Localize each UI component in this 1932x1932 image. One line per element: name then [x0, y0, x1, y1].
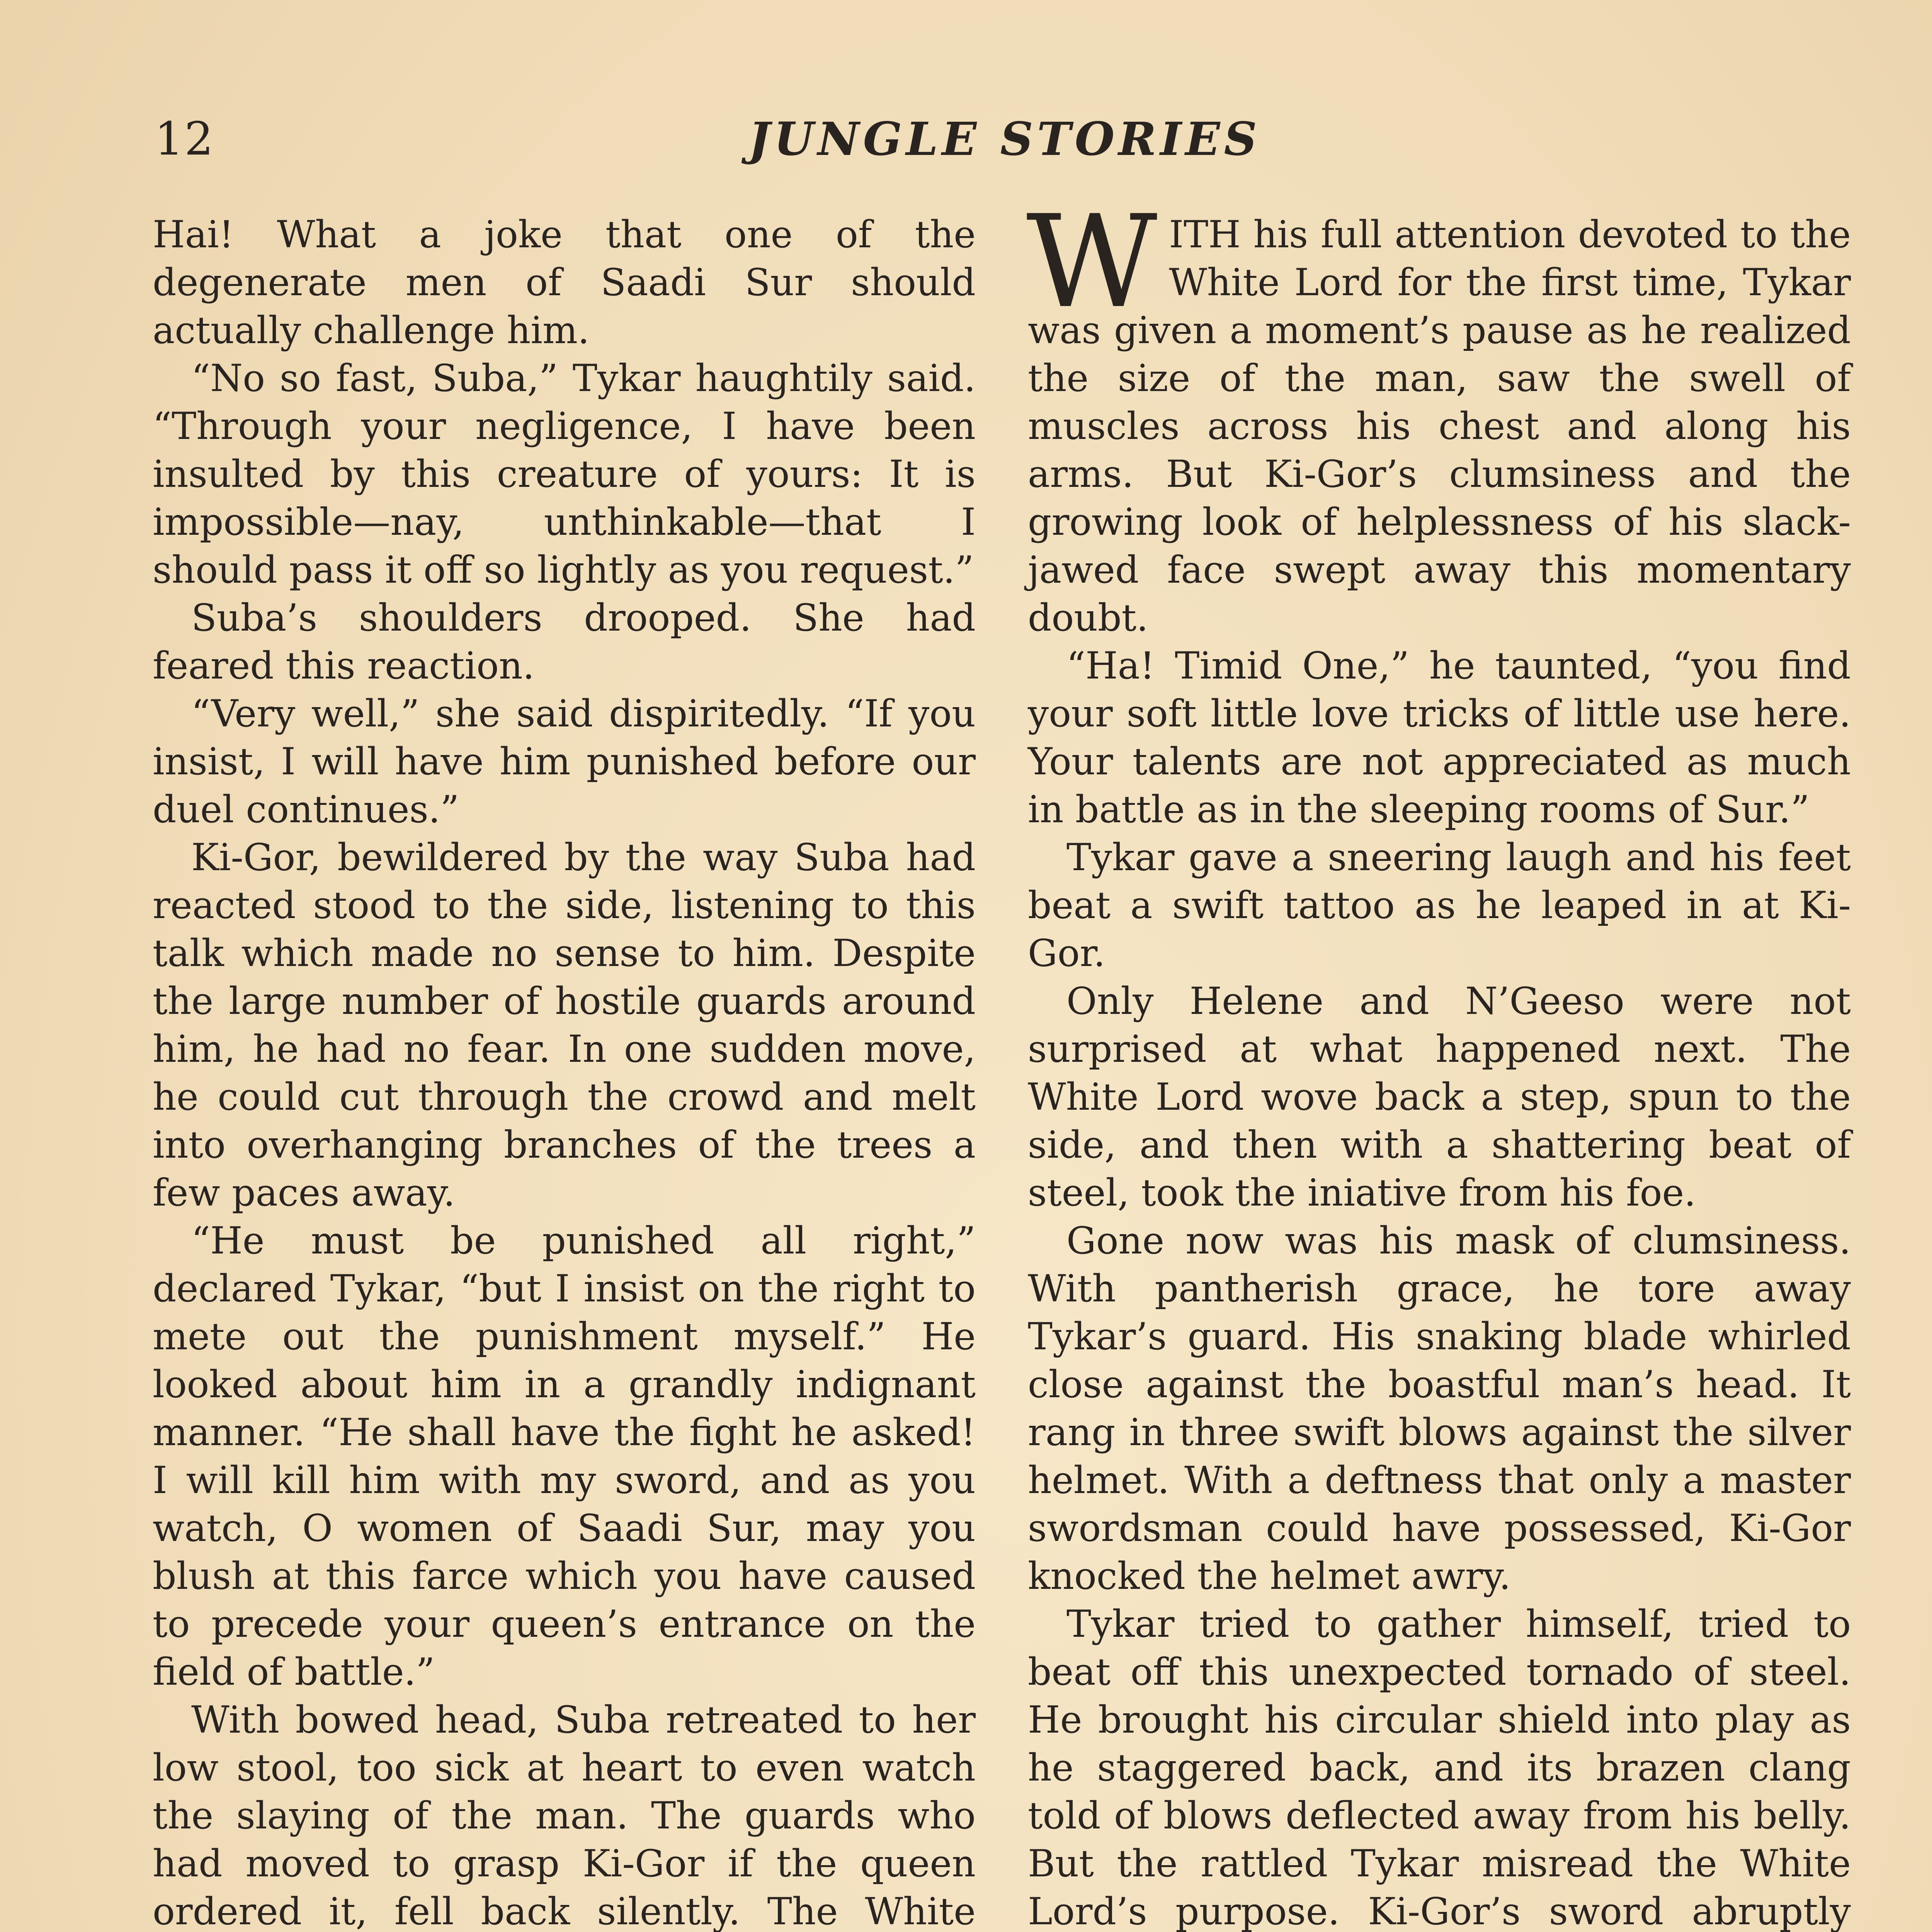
page-header	[155, 112, 1855, 182]
right-column	[1026, 188, 1851, 1932]
paragraph: Ki-Gor, bewildered by the way Suba had reacted stood to the side, listening to this talk which made no sense to him. Despite the large number of hostile guards around him, he had no fear. In one sudden move, he could cut through the crowd and melt into overhanging branches of the trees a few paces away.	[153, 836, 976, 1214]
paragraph: “Ha! Timid One,” he taunted, “you find your soft little love tricks of little use here. Your talents are not appreciated as much in battle as in the sleeping rooms of Sur.”	[1028, 644, 1851, 831]
paragraph: Hai! What a joke that one of the degenerate men of Saadi Sur should actually challenge him.	[153, 213, 976, 352]
paragraph: Suba’s shoulders drooped. She had feared this reaction.	[153, 596, 976, 687]
paragraph: Only Helene and N’Geeso were not surprised at what happened next. The White Lord wove back a step, spun to the side, and then with a shattering beat of steel, took the iniative from his foe.	[1028, 980, 1851, 1214]
paragraph: “No so fast, Suba,” Tykar haughtily said. “Through your negligence, I have been insulted by this creature of yours: It is impossible—nay, unthinkable—that I should pass it off so lightly as you request.”	[153, 357, 976, 592]
paragraph: With bowed head, Suba retreated to her low stool, too sick at heart to even watch the slaying of the man. The guards who had moved to grasp Ki-Gor if the queen ordered it, fell back silently. The White	[153, 1698, 976, 1932]
left-column	[153, 211, 976, 1932]
opening-paragraph	[1026, 188, 1851, 642]
paragraph: Gone now was his mask of clumsiness. With pantherish grace, he tore away Tykar’s guard. His snaking blade whirled close against the boastful man’s head. It rang in three swift blows against the silver helmet. With a deftness that only a master swordsman could have possessed, Ki-Gor knocked the helmet awry.	[1028, 1219, 1851, 1598]
opening-paragraph-text: ITH his full attention devoted to the White Lord for the first time, Tykar was given a moment’s pause as he realized the size of the man, saw the swell of muscles across his chest and along his arms. But Ki-Gor’s clumsiness and the growing look of helplessness of his slack-jawed face swept away this momentary doubt.	[1028, 213, 1851, 639]
paragraph: “He must be punished all right,” declared Tykar, “but I insist on the right to mete out the punishment myself.” He looked about him in a grandly indignant manner. “He shall have the fight he asked! I will kill him with my sword, and as you watch, O women of Saadi Sur, may you blush at this farce which you have caused to precede your queen’s entrance on the field of battle.”	[153, 1219, 976, 1694]
drop-cap: W	[1026, 188, 1158, 336]
paragraph: “Very well,” she said dispiritedly. “If you insist, I will have him punished before our duel continues.”	[153, 692, 976, 831]
paragraph: Tykar gave a sneering laugh and his feet beat a swift tattoo as he leaped in at Ki-Gor.	[1028, 836, 1851, 975]
page-number: 12	[155, 112, 214, 165]
running-title: JUNGLE STORIES	[748, 112, 1261, 166]
paragraph: Tykar tried to gather himself, tried to beat off this unexpected tornado of steel. He brought his circular shield into play as he staggered back, and its brazen clang told of blows deflected away from his belly. But the rattled Tykar misread the White Lord’s purpose. Ki-Gor’s sword abruptly	[1028, 1602, 1851, 1932]
